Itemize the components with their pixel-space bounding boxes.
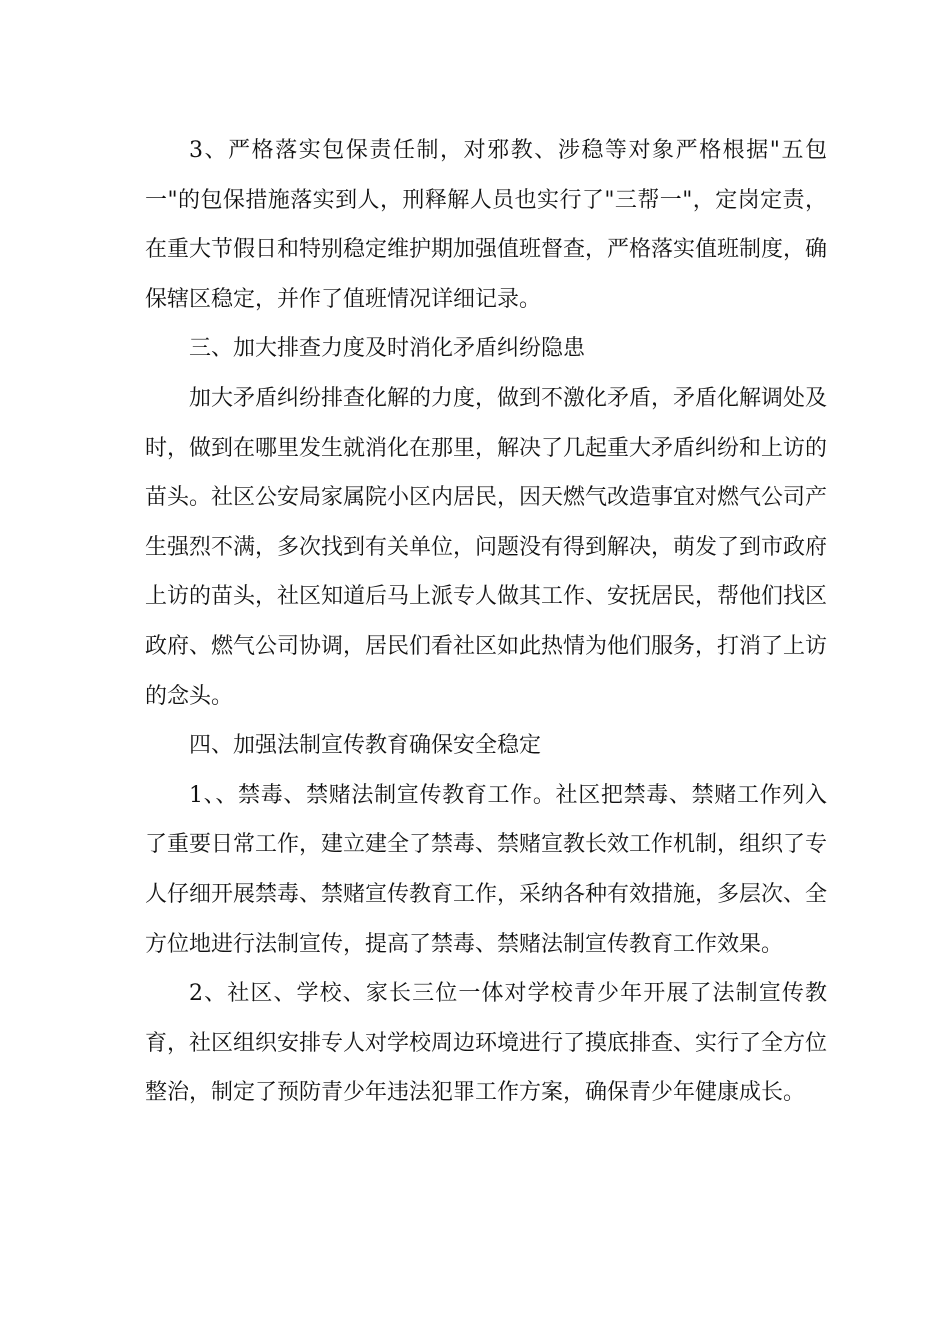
section-heading-3: 三、加大排查力度及时消化矛盾纠纷隐患: [189, 336, 586, 362]
document-body: [145, 126, 827, 1118]
paragraph-item-1: 1、、禁毒、禁赌法制宣传教育工作。社区把禁毒、禁赌工作列入了重要日常工作，建立建全了禁毒、禁赌宣教长效工作机制，组织了专人仔细开展禁毒、禁赌宣传教育工作，采纳各种有效措施，多层次、全方位地进行法制宣传，提高了禁毒、禁赌法制宣传教育工作效果。: [145, 782, 828, 957]
section-heading-4: 四、加强法制宣传教育确保安全稳定: [189, 733, 542, 759]
paragraph-section-3-body: 加大矛盾纠纷排查化解的力度，做到不激化矛盾，矛盾化解调处及时，做到在哪里发生就消化在那里，解决了几起重大矛盾纠纷和上访的苗头。社区公安局家属院小区内居民，因天燃气改造事宜对燃气公司产生强烈不满，多次找到有关单位，问题没有得到解决，萌发了到市政府上访的苗头，社区知道后马上派专人做其工作、安抚居民，帮他们找区政府、燃气公司协调，居民们看社区如此热情为他们服务，打消了上访的念头。: [145, 385, 828, 709]
paragraph-item-3: 3、严格落实包保责任制，对邪教、涉稳等对象严格根据"五包一"的包保措施落实到人，刑释解人员也实行了"三帮一"，定岗定责，在重大节假日和特别稳定维护期加强值班督查，严格落实值班制度，确保辖区稳定，并作了值班情况详细记录。: [145, 138, 828, 312]
paragraph-item-2: 2、社区、学校、家长三位一体对学校青少年开展了法制宣传教育，社区组织安排专人对学校周边环境进行了摸底排查、实行了全方位整治，制定了预防青少年违法犯罪工作方案，确保青少年健康成长。: [145, 981, 828, 1106]
